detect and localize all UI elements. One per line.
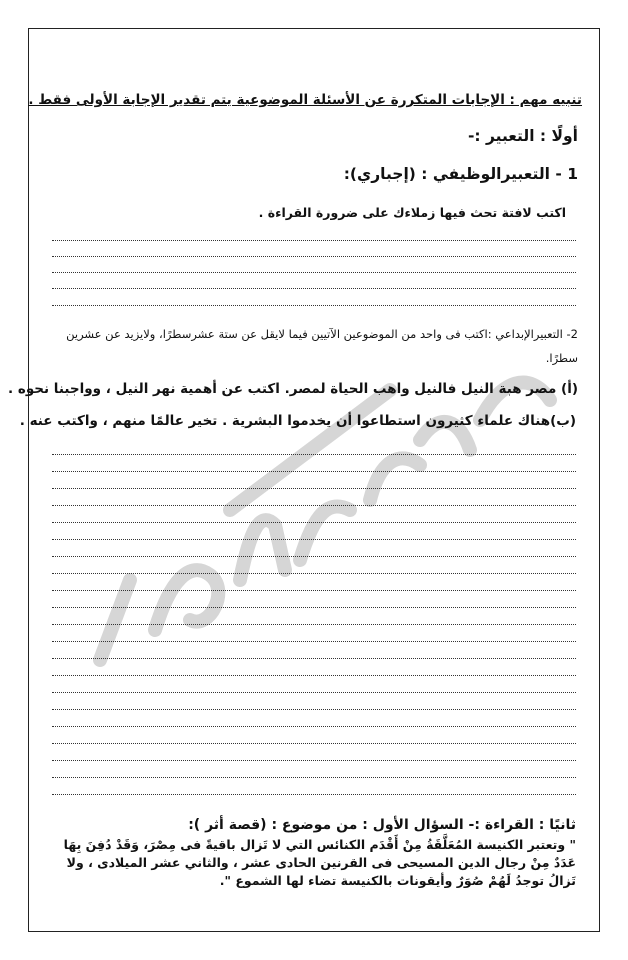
functional-writing-heading: 1 - التعبيرالوظيفي : (إجباري): bbox=[343, 165, 578, 183]
page-border bbox=[28, 28, 600, 932]
reading-passage: " وتعتبر الكنيسة المُعَلَّقَةُ مِنْ أَقْدَم الكنائس التي لا تَزال باقيةً فى مِصْرَ، وَقَدْ دُفِنَ بِهَا عَدَدٌ مِنْ رجال الدين المسيحى فى القرنين الحادى عشر ، والثاني عشر الميلادى ، ولا تَزالُ توجدُ لَهُمْ صُوَرٌ وأيقونات بالكنيسة تضاء لها الشموع ". bbox=[63, 837, 576, 888]
answer-line bbox=[52, 471, 576, 472]
answer-line bbox=[52, 454, 576, 455]
answer-line bbox=[52, 240, 576, 241]
answer-line bbox=[52, 272, 576, 273]
creative-writing-prompt: 2- التعبيرالإبداعي :اكتب فى واحد من الموضوعين الآتيين فيما لايقل عن ستة عشرسطرًا، ولايزيد عن عشرين سطرًا. bbox=[66, 327, 578, 365]
answer-line bbox=[52, 794, 576, 795]
answer-line bbox=[52, 743, 576, 744]
answer-line bbox=[52, 709, 576, 710]
answer-line bbox=[52, 488, 576, 489]
creative-option-b: (ب)هناك علماء كثيرون استطاعوا أن يخدموا البشرية . تخير عالمًا منهم ، واكتب عنه . bbox=[19, 413, 576, 429]
answer-line bbox=[52, 288, 576, 289]
answer-line bbox=[52, 777, 576, 778]
answer-line bbox=[52, 556, 576, 557]
reading-section-heading: ثانيًا : القراءة :- السؤال الأول : من موضوع : (قصة أثر ): bbox=[188, 817, 576, 833]
creative-option-a: (أ) مصر هبة النيل فالنيل واهب الحياة لمصر. اكتب عن أهمية نهر النيل ، وواجبنا نحوه . bbox=[8, 381, 578, 397]
answer-line bbox=[52, 505, 576, 506]
answer-line bbox=[52, 760, 576, 761]
answer-line bbox=[52, 573, 576, 574]
answer-line bbox=[52, 692, 576, 693]
answer-line bbox=[52, 590, 576, 591]
functional-writing-prompt: اكتب لافتة تحث فيها زملاءك على ضرورة القراءة . bbox=[258, 205, 566, 220]
answer-line bbox=[52, 726, 576, 727]
section1-title: أولًا : التعبير :- bbox=[467, 127, 578, 145]
answer-line bbox=[52, 658, 576, 659]
answer-line bbox=[52, 305, 576, 306]
answer-line bbox=[52, 256, 576, 257]
answer-line bbox=[52, 539, 576, 540]
answer-line bbox=[52, 607, 576, 608]
answer-line bbox=[52, 624, 576, 625]
answer-line bbox=[52, 641, 576, 642]
answer-line bbox=[52, 522, 576, 523]
important-notice: تنبيه مهم : الإجابات المتكررة عن الأسئلة الموضوعية يتم تقدير الإجابة الأولى فقط . bbox=[28, 92, 582, 108]
answer-line bbox=[52, 675, 576, 676]
